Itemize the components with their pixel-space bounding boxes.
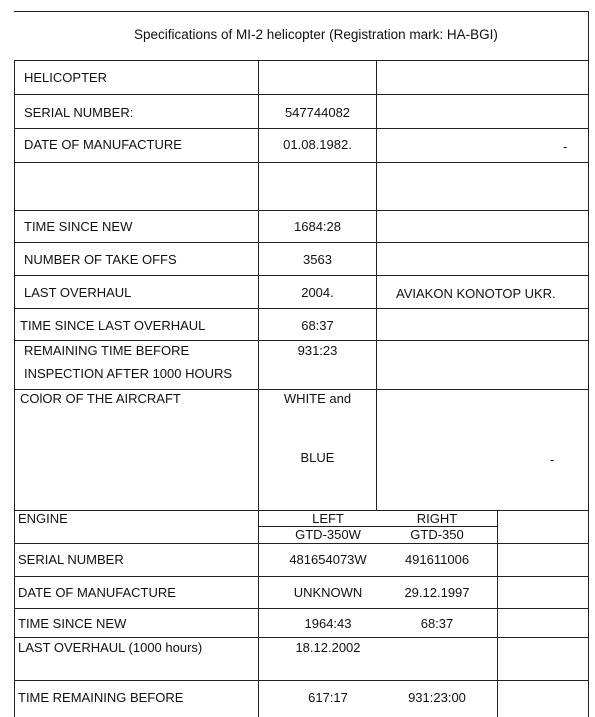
page-title: Specifications of MI-2 helicopter (Registration mark: HA-BGI) <box>134 27 498 42</box>
remaining-label-line2: INSPECTION AFTER 1000 HOURS <box>24 366 233 381</box>
column-divider <box>497 510 498 717</box>
engine-left-type: GTD-350W <box>295 527 361 542</box>
color-extra: - <box>550 452 555 467</box>
table-rule <box>14 275 589 276</box>
engine-row-right: 931:23:00 <box>408 690 466 705</box>
row-value: 547744082 <box>284 105 351 120</box>
row-value: 01.08.1982. <box>283 137 352 152</box>
color-value-line2: BLUE <box>300 450 335 465</box>
row-value: 1684:28 <box>294 219 341 234</box>
engine-row-left: 18.12.2002 <box>295 640 361 655</box>
table-left-border <box>14 60 15 717</box>
engine-row-label: TIME REMAINING BEFORE <box>18 690 184 705</box>
table-rule <box>14 340 589 341</box>
row-value: 2004. <box>301 285 334 300</box>
row-label: NUMBER OF TAKE OFFS <box>24 252 177 267</box>
table-rule <box>14 210 589 211</box>
engine-row-left: 481654073W <box>289 552 367 567</box>
title-box-right <box>588 11 589 60</box>
engine-row-left: 1964:43 <box>304 616 352 631</box>
row-value: 68:37 <box>301 318 334 333</box>
row-label: SERIAL NUMBER: <box>24 105 134 120</box>
table-rule <box>14 576 589 577</box>
table-rule <box>14 680 589 681</box>
engine-row-right: 68:37 <box>420 616 454 631</box>
engine-row-label: TIME SINCE NEW <box>18 616 127 631</box>
engine-right-type: GTD-350 <box>410 527 464 542</box>
section-label-engine: ENGINE <box>18 511 68 526</box>
section-label-helicopter: HELICOPTER <box>24 70 108 85</box>
table-rule <box>14 637 589 638</box>
row-extra: AVIAKON KONOTOP UKR. <box>396 286 556 301</box>
engine-row-right: 491611006 <box>404 552 470 567</box>
remaining-value: 931:23 <box>297 343 338 358</box>
table-rule <box>14 162 589 163</box>
engine-row-left: UNKNOWN <box>293 585 363 600</box>
column-divider <box>376 60 377 510</box>
engine-row-label: LAST OVERHAUL (1000 hours) <box>18 640 203 655</box>
table-rule <box>14 543 589 544</box>
table-right-border <box>588 60 589 717</box>
color-label: COlOR OF THE AIRCRAFT <box>20 391 181 406</box>
engine-row-right: 29.12.1997 <box>404 585 470 600</box>
table-rule <box>14 60 589 61</box>
remaining-label-line1: REMAINING TIME BEFORE <box>24 343 190 358</box>
row-label: DATE OF MANUFACTURE <box>24 137 182 152</box>
table-rule <box>14 128 589 129</box>
engine-left-header: LEFT <box>312 511 344 526</box>
engine-row-left: 617:17 <box>308 690 348 705</box>
table-rule <box>14 94 589 95</box>
row-label: TIME SINCE LAST OVERHAUL <box>20 318 206 333</box>
table-rule <box>14 242 589 243</box>
color-value-line1: WHITE and <box>283 391 352 406</box>
row-extra: - <box>563 139 568 154</box>
table-rule <box>14 308 589 309</box>
engine-right-header: RIGHT <box>416 511 458 526</box>
row-label: TIME SINCE NEW <box>24 219 133 234</box>
table-rule <box>14 389 589 390</box>
title-box-top <box>14 11 589 12</box>
engine-row-label: DATE OF MANUFACTURE <box>18 585 176 600</box>
table-rule <box>14 608 589 609</box>
engine-row-label: SERIAL NUMBER <box>18 552 124 567</box>
row-label: LAST OVERHAUL <box>24 285 132 300</box>
row-value: 3563 <box>303 252 332 267</box>
